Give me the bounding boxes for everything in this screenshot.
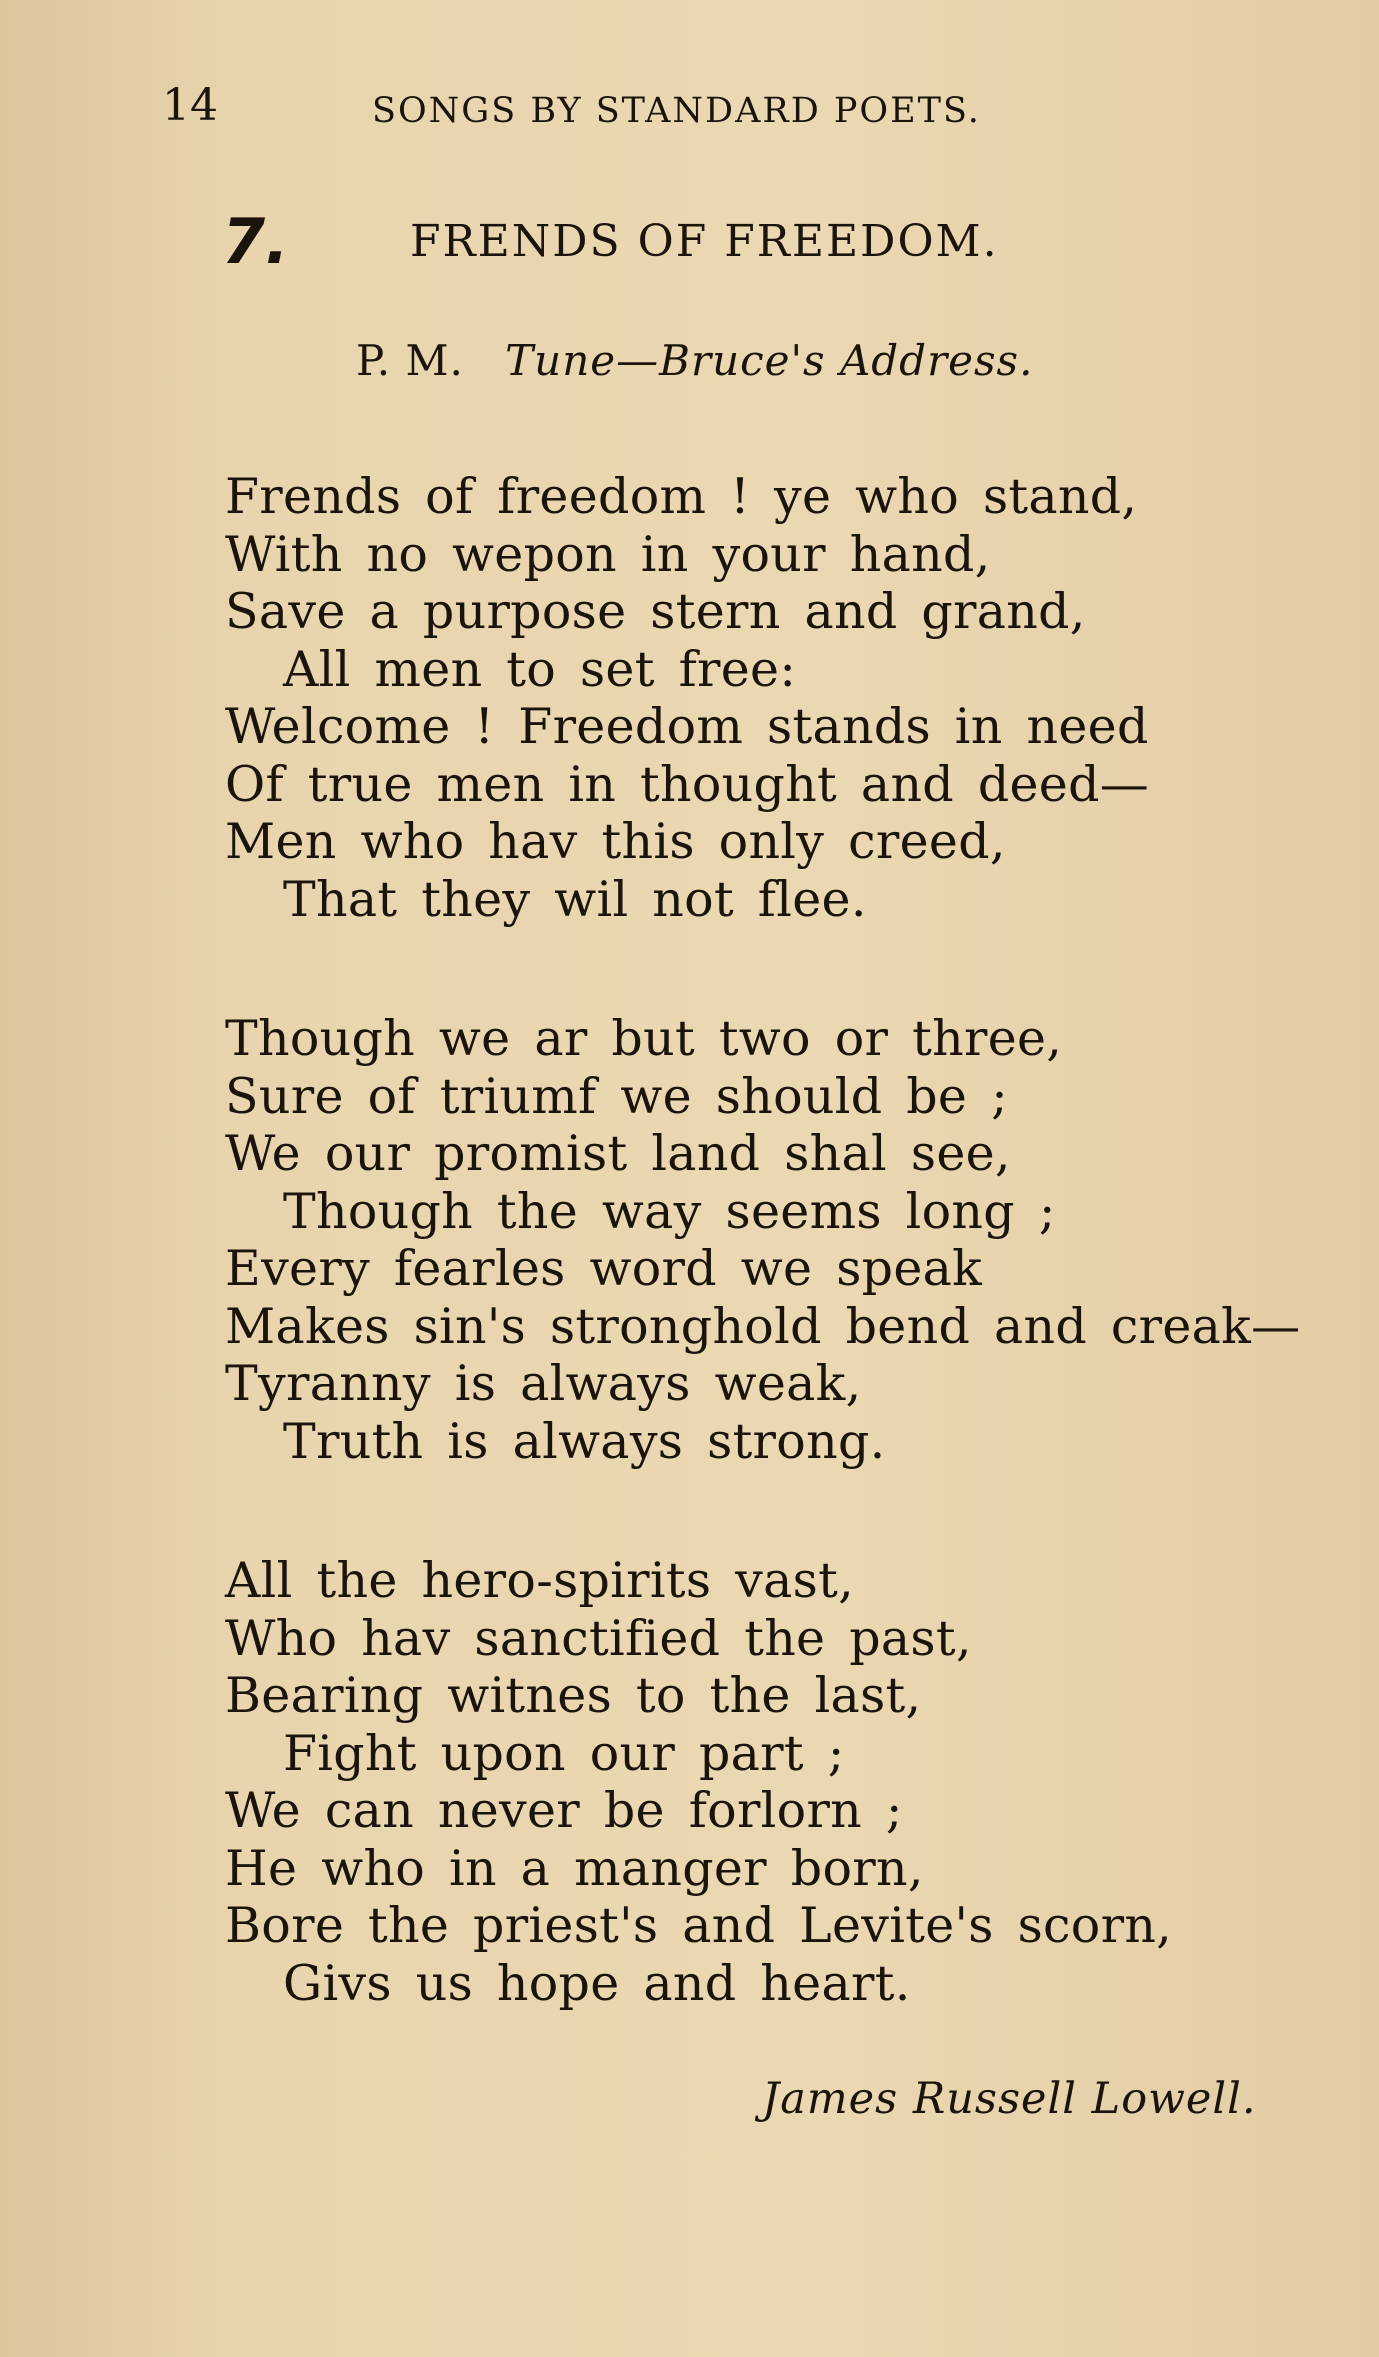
stanza-1 <box>225 468 1345 928</box>
verse-line: Every fearles word we speak <box>225 1240 983 1297</box>
verse-line: All men to set free: <box>283 640 797 698</box>
song-title: FRENDS OF FREEDOM. <box>410 216 999 267</box>
verse-line: We can never be forlorn ; <box>225 1782 903 1839</box>
verse-line: Frends of freedom ! ye who stand, <box>225 468 1138 525</box>
stanza-3 <box>225 1552 1345 2012</box>
verse-line: Fight upon our part ; <box>283 1724 845 1782</box>
verse-line: Givs us hope and heart. <box>283 1954 911 2012</box>
verse-line: Save a purpose stern and grand, <box>225 583 1086 640</box>
verse-line: Tyranny is always weak, <box>225 1355 862 1412</box>
verse-line: We our promist land shal see, <box>225 1125 1011 1182</box>
verse-line: That they wil not flee. <box>283 870 867 928</box>
meter-label: P. M. <box>356 336 464 385</box>
meter-tune-line <box>356 336 1034 385</box>
verse-line: Of true men in thought and deed— <box>225 755 1150 813</box>
running-title: SONGS BY STANDARD POETS. <box>372 91 981 131</box>
song-number: 7. <box>222 205 289 278</box>
author-attribution: James Russell Lowell. <box>762 2074 1257 2124</box>
verse-line: All the hero-spirits vast, <box>225 1552 854 1609</box>
verse-line: Men who hav this only creed, <box>225 813 1006 870</box>
verse-line: Who hav sanctified the past, <box>225 1609 972 1667</box>
stanza-2 <box>225 1010 1345 1470</box>
verse-line: Though the way seems long ; <box>283 1182 1056 1240</box>
verse-line: Bearing witnes to the last, <box>225 1667 922 1724</box>
page-number: 14 <box>162 80 218 131</box>
verse-line: Bore the priest's and Levite's scorn, <box>225 1897 1173 1954</box>
verse-line: Though we ar but two or three, <box>225 1010 1063 1067</box>
verse-line: With no wepon in your hand, <box>225 525 991 583</box>
tune-label: Tune—Bruce's Address. <box>505 336 1034 385</box>
verse-line: He who in a manger born, <box>225 1839 924 1897</box>
verse-line: Makes sin's stronghold bend and creak— <box>225 1297 1301 1355</box>
verse-line: Welcome ! Freedom stands in need <box>225 698 1149 755</box>
verse-line: Sure of triumf we should be ; <box>225 1067 1008 1125</box>
poem-body <box>225 468 1345 2094</box>
verse-line: Truth is always strong. <box>283 1412 886 1470</box>
